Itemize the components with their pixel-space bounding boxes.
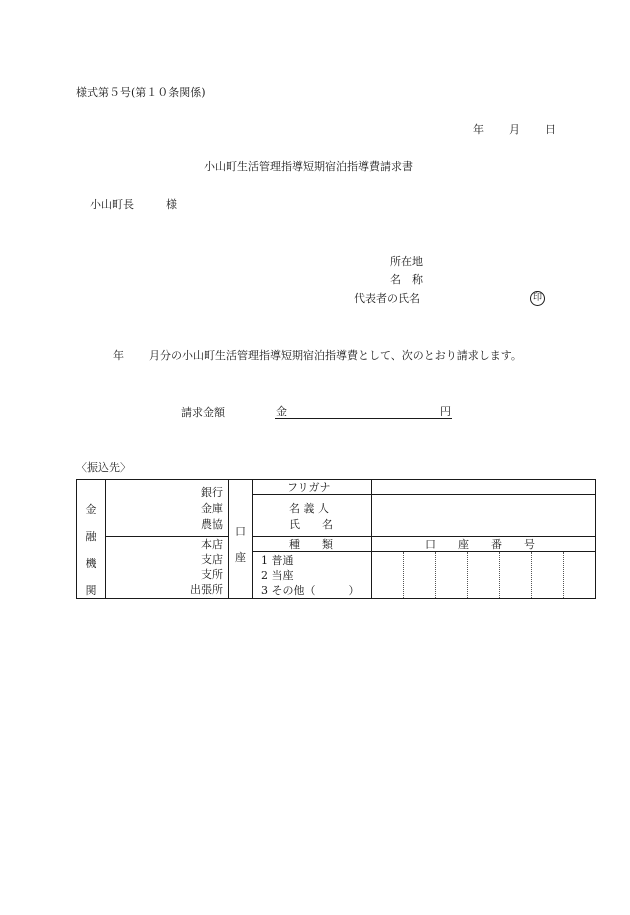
bank-type-nokyo: 農協 <box>201 518 223 531</box>
bank-table <box>76 479 596 599</box>
body-text: 月分の小山町生活管理指導短期宿泊指導費として、次のとおり請求します。 <box>149 349 522 362</box>
representative-label: 代表者の氏名 <box>354 292 420 305</box>
addressee-honorific: 様 <box>166 198 177 211</box>
bank-type-ginko: 銀行 <box>201 486 223 499</box>
body-year: 年 <box>113 349 124 362</box>
address-label: 所在地 <box>390 255 423 268</box>
document-title: 小山町生活管理指導短期宿泊指導費請求書 <box>204 160 413 173</box>
seal-mark <box>530 291 545 306</box>
institution-heading: 金 融 機 関 <box>85 503 97 597</box>
name-label: 名 称 <box>390 273 423 286</box>
addressee-name: 小山町長 <box>90 198 134 211</box>
account-number-label: 口 座 番 号 <box>425 538 535 551</box>
date-month: 月 <box>509 123 520 136</box>
account-type-label: 種 類 <box>289 538 333 551</box>
branch-type-honten: 本店 <box>201 538 223 551</box>
amount-prefix: 金 <box>276 405 287 418</box>
date-day: 日 <box>545 123 556 136</box>
account-type-other: 3 その他（ ） <box>261 584 360 597</box>
branch-type-shutchojo: 出張所 <box>190 583 223 596</box>
account-type-futsu: 1 普通 <box>261 554 294 567</box>
branch-type-shisho: 支所 <box>201 568 223 581</box>
branch-type-shiten: 支店 <box>201 553 223 566</box>
amount-suffix: 円 <box>440 405 451 418</box>
seal-icon: 印 <box>530 291 545 306</box>
form-number: 様式第５号(第１０条関係) <box>76 86 206 99</box>
amount-field <box>275 405 452 419</box>
holder-name-label: 氏 名 <box>289 518 333 531</box>
holder-label: 名 義 人 <box>289 502 329 515</box>
transfer-label: 〈振込先〉 <box>76 461 131 474</box>
furigana-label: フリガナ <box>287 481 331 494</box>
bank-type-kinko: 金庫 <box>201 502 223 515</box>
date-year: 年 <box>473 123 484 136</box>
account-type-toza: 2 当座 <box>261 569 294 582</box>
account-heading: 口 座 <box>235 525 246 564</box>
amount-label: 請求金額 <box>181 406 225 419</box>
